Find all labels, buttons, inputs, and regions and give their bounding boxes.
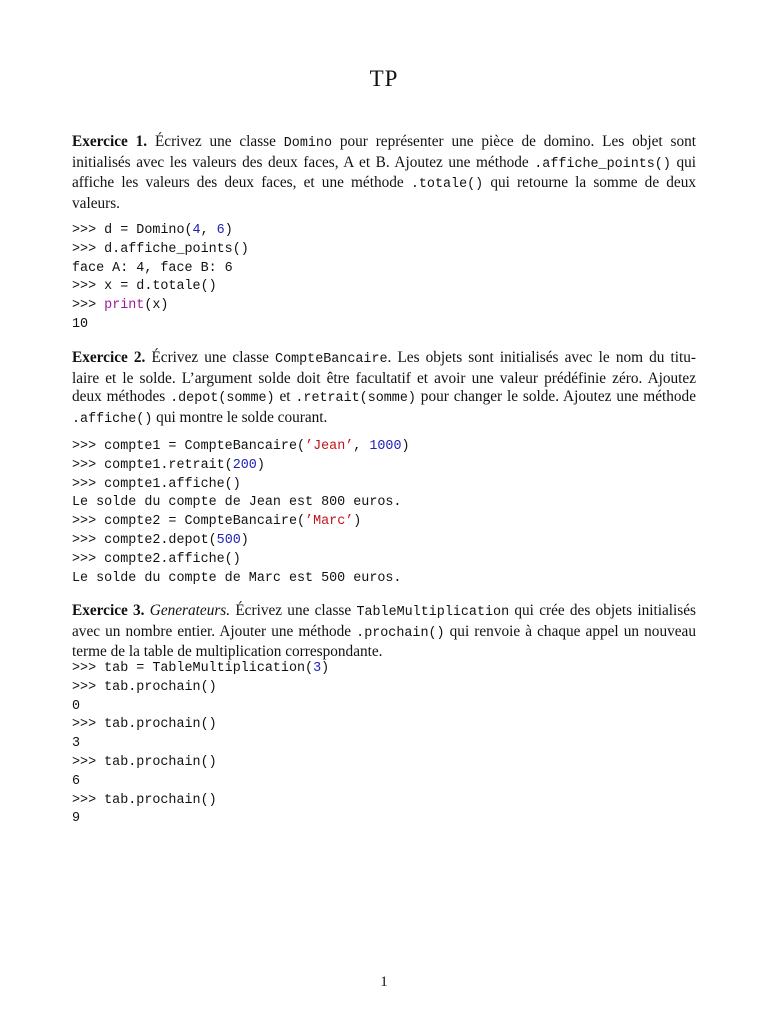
page-number: 1 — [380, 974, 388, 990]
inline-code: .retrait(somme) — [295, 391, 416, 407]
exercise-paragraph — [72, 349, 696, 430]
paragraph-line — [72, 409, 696, 430]
text-run: qui renvoie à chaque appel un nouveau — [444, 622, 696, 640]
text-run: affiche les valeurs des deux faces, et une méthode — [72, 174, 411, 192]
text-run: face A: 4, face B: 6 — [72, 260, 233, 276]
text-run: >>> compte2 = CompteBancaire( — [72, 514, 306, 530]
text-run: et — [274, 388, 296, 406]
exercise-1-code — [72, 222, 696, 335]
exercise-label: Exercice 2. — [72, 349, 146, 366]
text-run: qui — [670, 153, 696, 171]
exercise-2-code — [72, 438, 696, 588]
inline-code: CompteBancaire — [275, 352, 388, 367]
code-line — [72, 278, 696, 297]
text-run: pour représenter une pièce de domino. Les objet sont — [331, 133, 697, 150]
exercise-paragraph — [72, 133, 696, 214]
paragraph-line — [72, 195, 696, 214]
text-run: 6 — [72, 773, 81, 789]
code-line — [72, 476, 696, 495]
text-run: Le solde du compte de Jean est 800 euros. — [72, 495, 402, 511]
code-line — [72, 792, 696, 811]
code-block — [72, 438, 696, 588]
text-run: >>> compte2.affiche() — [72, 551, 241, 567]
code-line — [72, 222, 696, 241]
text-run: >>> x = d.totale() — [72, 279, 217, 295]
code-line — [72, 494, 696, 513]
text-run: 3 — [72, 736, 81, 752]
text-run: , — [353, 439, 370, 454]
exercise-2-statement — [72, 349, 696, 430]
code-number: 1000 — [369, 439, 402, 454]
paragraph-line — [72, 602, 696, 623]
code-number: 500 — [216, 532, 241, 548]
code-line — [72, 457, 696, 476]
paragraph-line — [72, 388, 696, 409]
inline-code: .depot(somme) — [170, 391, 275, 407]
text-run: avec un nombre entier. Ajouter une méthode — [72, 622, 357, 640]
text-run: >>> tab.prochain() — [72, 717, 217, 733]
paragraph-line — [72, 623, 696, 644]
code-line — [72, 754, 696, 773]
code-line — [72, 513, 696, 532]
text-run: >>> tab.prochain() — [72, 754, 217, 770]
text-run: 0 — [72, 698, 81, 714]
text-run: qui crée des objets initialisés — [509, 602, 696, 619]
code-line — [72, 297, 696, 316]
inline-code: .affiche() — [72, 412, 153, 428]
paragraph-line — [72, 349, 696, 370]
code-block — [72, 222, 696, 335]
text-run: qui montre le solde courant. — [152, 409, 328, 427]
exercise-1-statement — [72, 133, 696, 214]
inline-code: .totale() — [410, 177, 484, 193]
code-line — [72, 241, 696, 260]
code-string: ’Jean’ — [305, 439, 354, 454]
text-run: >>> — [72, 298, 105, 314]
document-title: TP — [369, 66, 399, 91]
exercise-3-code — [72, 660, 696, 829]
text-run: >>> compte2.depot( — [72, 532, 217, 548]
text-run: 9 — [72, 811, 81, 827]
code-line — [72, 698, 696, 717]
text-run: initialisés avec les valeurs des deux faces, A et B. Ajoutez une méthode — [72, 153, 535, 171]
text-run: laire et le solde. L’argument solde doit être facultatif et avoir une valeur prédéfinie zéro. Ajoutez — [72, 369, 696, 387]
text-run: ) — [321, 661, 330, 676]
text-run: >>> tab.prochain() — [72, 679, 217, 695]
code-line — [72, 316, 696, 335]
text-run: , — [200, 223, 217, 238]
text-run: valeurs. — [72, 195, 120, 213]
code-line — [72, 679, 696, 698]
exercise-label: Exercice 3. — [72, 602, 145, 619]
text-run: deux méthodes — [72, 388, 171, 406]
text-run: ) — [224, 223, 233, 238]
text-run: . Les objets sont initialisés avec le nom du titu- — [387, 349, 696, 366]
inline-code: TableMultiplication — [356, 605, 510, 620]
code-line — [72, 810, 696, 829]
code-line — [72, 551, 696, 570]
exercise-paragraph — [72, 602, 696, 662]
code-number: 4 — [192, 223, 201, 238]
text-run: >>> tab.prochain() — [72, 792, 217, 808]
paragraph-line — [72, 174, 696, 195]
text-run: pour changer le solde. Ajoutez une méthode — [415, 388, 696, 406]
code-builtin: print — [104, 298, 145, 314]
paragraph-line — [72, 154, 696, 175]
text-run: 10 — [72, 316, 89, 332]
inline-code: .affiche_points() — [534, 156, 671, 172]
exercise-3-statement — [72, 602, 696, 662]
text-run: >>> d.affiche_points() — [72, 241, 249, 257]
code-number: 3 — [313, 661, 322, 676]
code-line — [72, 438, 696, 457]
text-run: >>> d = Domino( — [72, 223, 193, 238]
text-run: >>> compte1.affiche() — [72, 476, 241, 492]
text-run: Écrivez une classe — [151, 349, 276, 366]
text-run: ) — [401, 439, 410, 454]
code-line — [72, 260, 696, 279]
code-number: 6 — [216, 223, 225, 238]
text-run: ) — [256, 457, 265, 473]
paragraph-line — [72, 133, 696, 154]
code-line — [72, 716, 696, 735]
inline-code: .prochain() — [356, 625, 445, 641]
code-line — [72, 735, 696, 754]
code-line — [72, 773, 696, 792]
text-run: qui retourne la somme de deux — [483, 174, 696, 192]
code-number: 200 — [232, 457, 257, 473]
italic-text: Generateurs. — [149, 602, 231, 619]
text-run: >>> tab = TableMultiplication( — [72, 661, 314, 676]
paragraph-line — [72, 370, 696, 389]
text-run: >>> compte1.retrait( — [72, 457, 233, 473]
exercise-label: Exercice 1. — [72, 133, 148, 150]
text-run: Écrivez une classe — [230, 602, 357, 619]
inline-code: Domino — [283, 136, 332, 151]
code-string: ’Marc’ — [305, 514, 354, 530]
text-run: terme de la table de multiplication correspondante. — [72, 643, 383, 661]
text-run: Le solde du compte de Marc est 500 euros. — [72, 570, 402, 586]
text-run: ) — [353, 514, 362, 530]
text-run: ) — [240, 532, 249, 548]
code-block — [72, 660, 696, 829]
text-run: (x) — [144, 298, 169, 314]
code-line — [72, 570, 696, 589]
text-run: >>> compte1 = CompteBancaire( — [72, 439, 306, 454]
code-line — [72, 532, 696, 551]
code-line — [72, 660, 696, 679]
text-run: Écrivez une classe — [154, 133, 284, 150]
